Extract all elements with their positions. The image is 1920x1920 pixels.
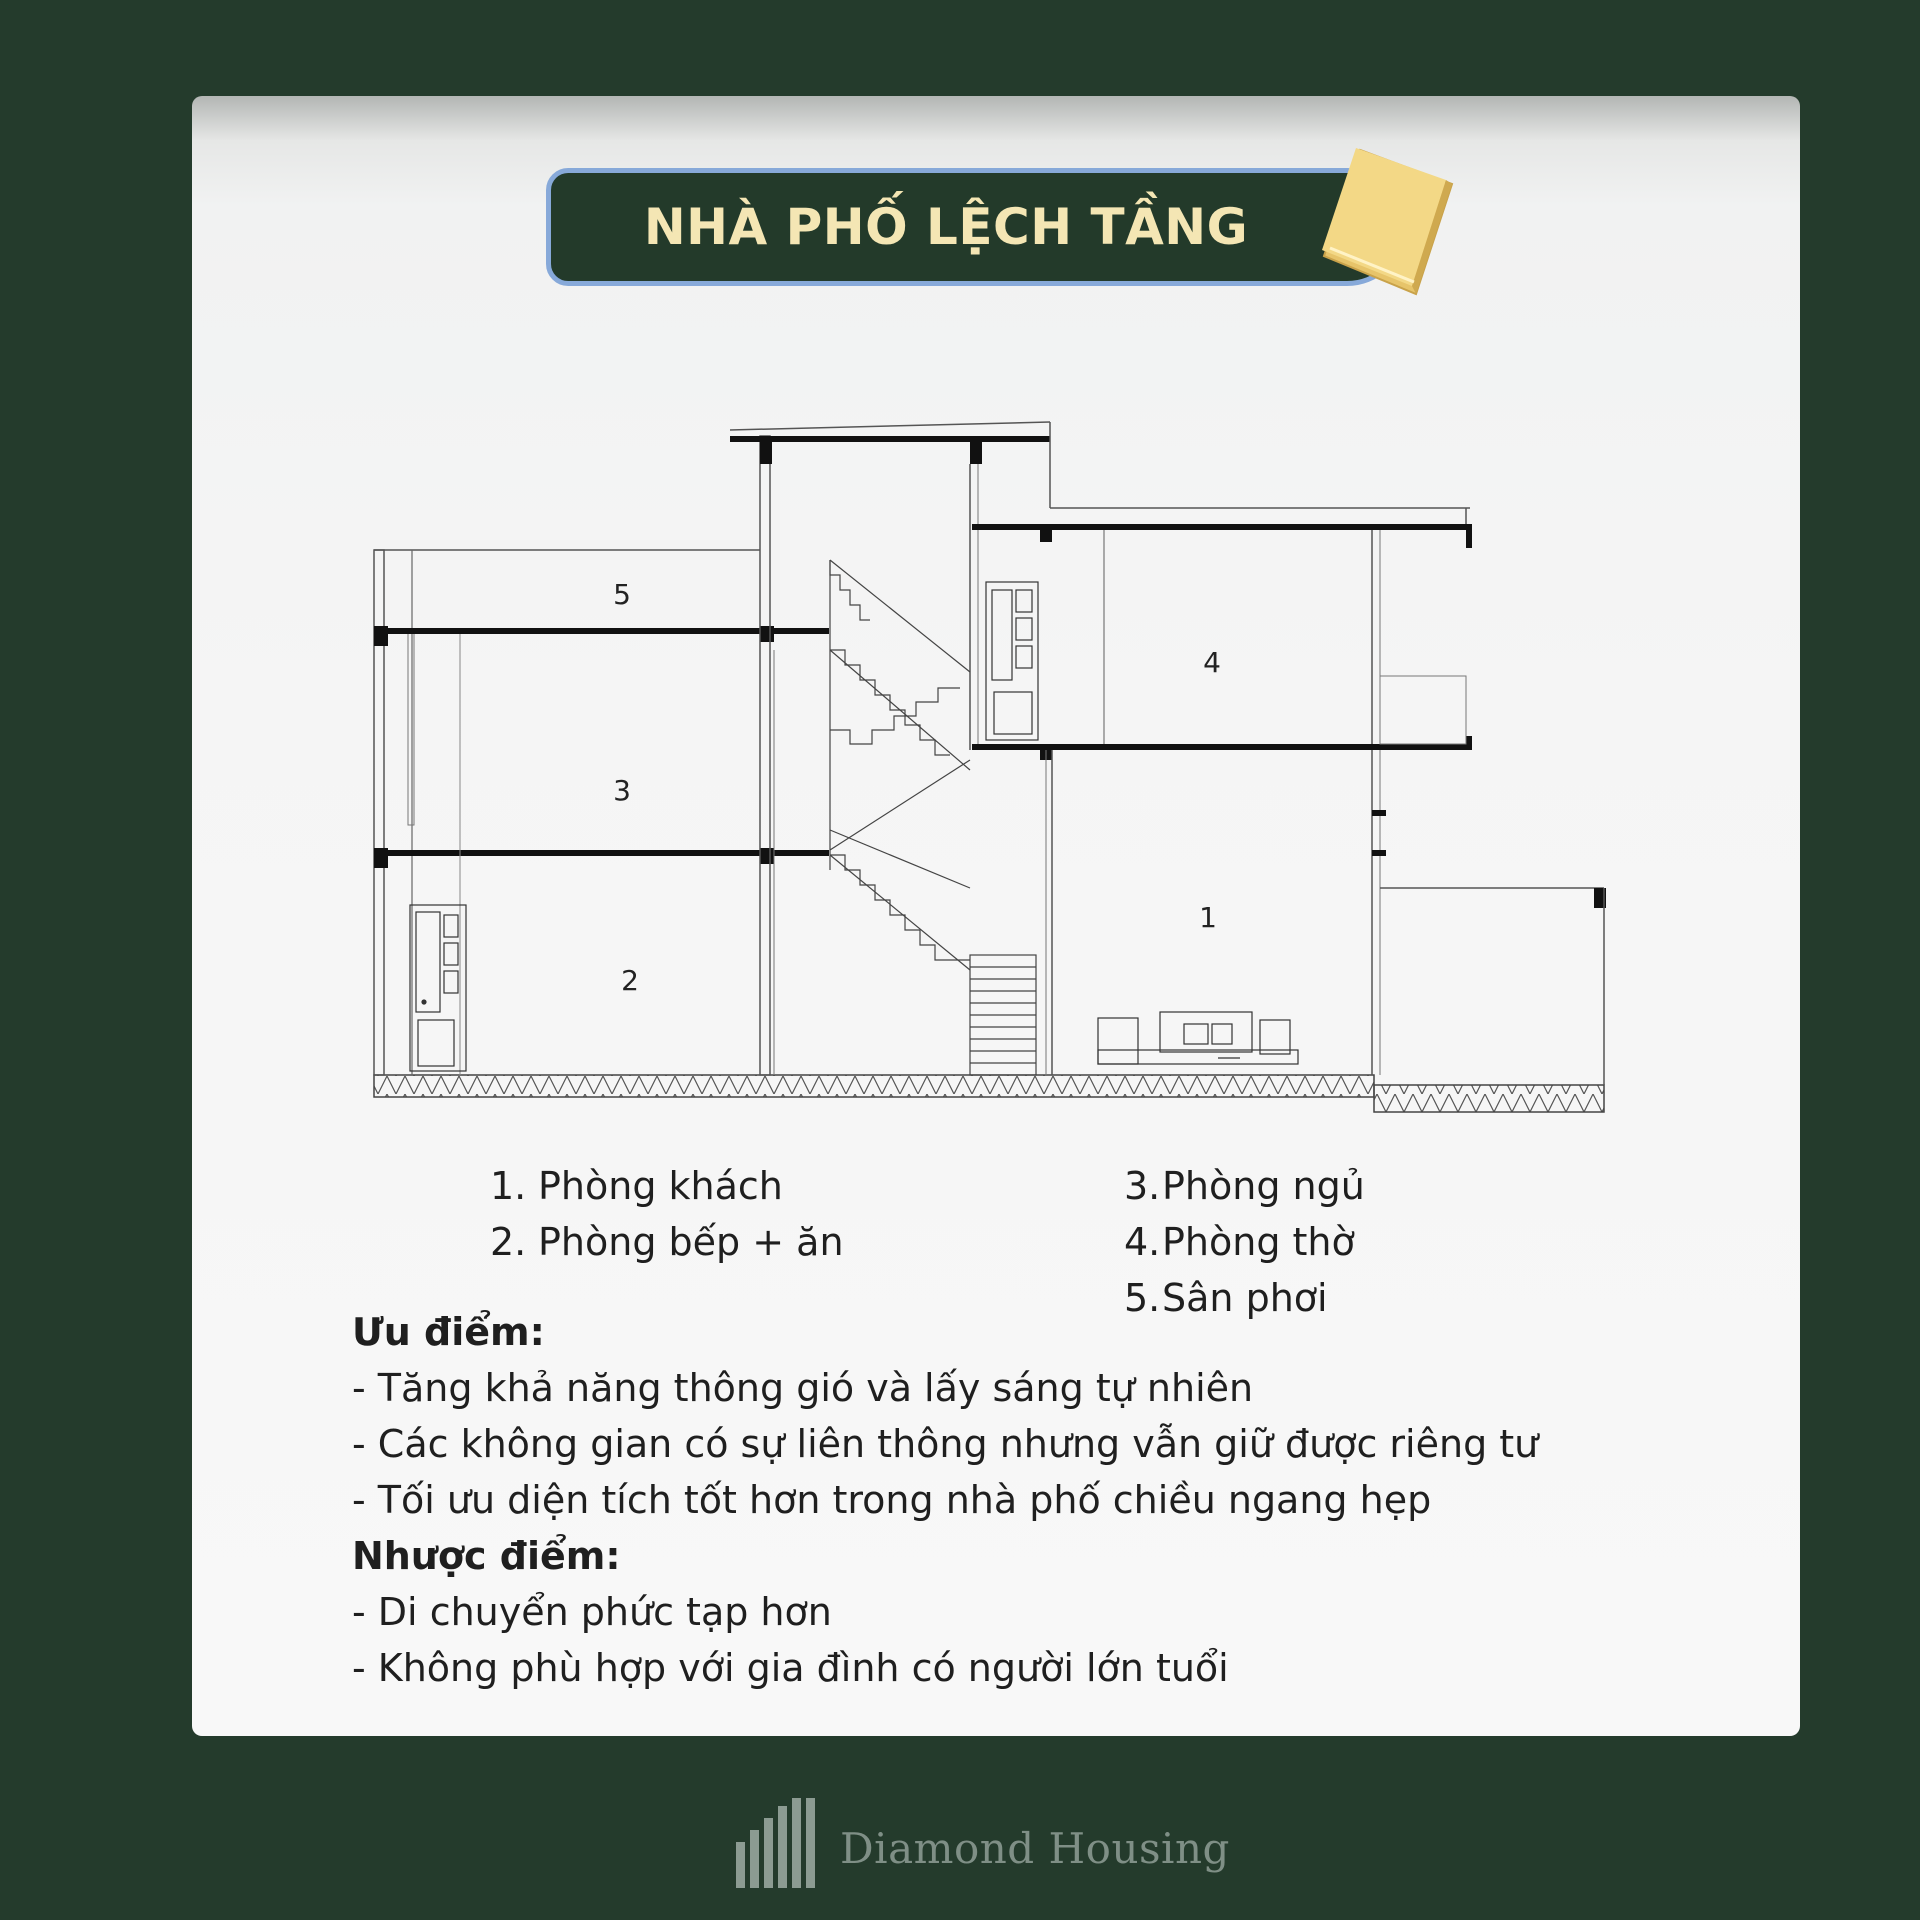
pros-item: - Tối ưu diện tích tốt hơn trong nhà phố chiều ngang hẹp bbox=[352, 1478, 1432, 1522]
brand-name: Diamond Housing bbox=[840, 1824, 1230, 1873]
room-label-1: 1 bbox=[1199, 901, 1217, 934]
cons-item: - Di chuyển phức tạp hơn bbox=[352, 1590, 832, 1634]
door-upper-right bbox=[986, 582, 1038, 740]
room-label-4: 4 bbox=[1203, 646, 1221, 679]
brand-logo bbox=[734, 1796, 1230, 1888]
legend-item: 1. Phòng khách bbox=[490, 1164, 783, 1208]
sofa bbox=[1098, 1012, 1298, 1064]
house-section-diagram bbox=[360, 410, 1620, 1130]
legend-right bbox=[1124, 1158, 1365, 1326]
legend-left bbox=[490, 1158, 844, 1270]
slab-level-4 bbox=[972, 744, 1372, 750]
room-label-5: 5 bbox=[613, 578, 631, 611]
title-banner bbox=[546, 168, 1406, 292]
slab-level-4-top bbox=[972, 524, 1372, 530]
room-label-3: 3 bbox=[613, 774, 631, 807]
pros-heading: Ưu điểm: bbox=[352, 1310, 545, 1354]
legend-item: 5.Sân phơi bbox=[1124, 1276, 1328, 1320]
door-lower-left bbox=[410, 905, 466, 1071]
staircase bbox=[830, 560, 970, 970]
legend-item: 2. Phòng bếp + ăn bbox=[490, 1220, 844, 1264]
cons-heading: Nhược điểm: bbox=[352, 1534, 621, 1578]
ground-hatch bbox=[374, 1075, 1374, 1097]
lower-stair-steps bbox=[970, 955, 1036, 1075]
book-icon bbox=[1320, 144, 1460, 300]
page-title: NHÀ PHỐ LỆCH TẦNG bbox=[643, 198, 1249, 256]
legend-item: 4.Phòng thờ bbox=[1124, 1220, 1355, 1264]
room-label-2: 2 bbox=[621, 964, 639, 997]
legend-item: 3.Phòng ngủ bbox=[1124, 1164, 1365, 1208]
cons-item: - Không phù hợp với gia đình có người lớn tuổi bbox=[352, 1646, 1229, 1690]
pros-cons bbox=[352, 1304, 1652, 1696]
pros-item: - Tăng khả năng thông gió và lấy sáng tự nhiên bbox=[352, 1366, 1254, 1410]
ground-hatch-step bbox=[1374, 1085, 1604, 1112]
brand-mark-icon bbox=[734, 1796, 820, 1888]
pros-item: - Các không gian có sự liên thông nhưng vẫn giữ được riêng tư bbox=[352, 1422, 1539, 1466]
